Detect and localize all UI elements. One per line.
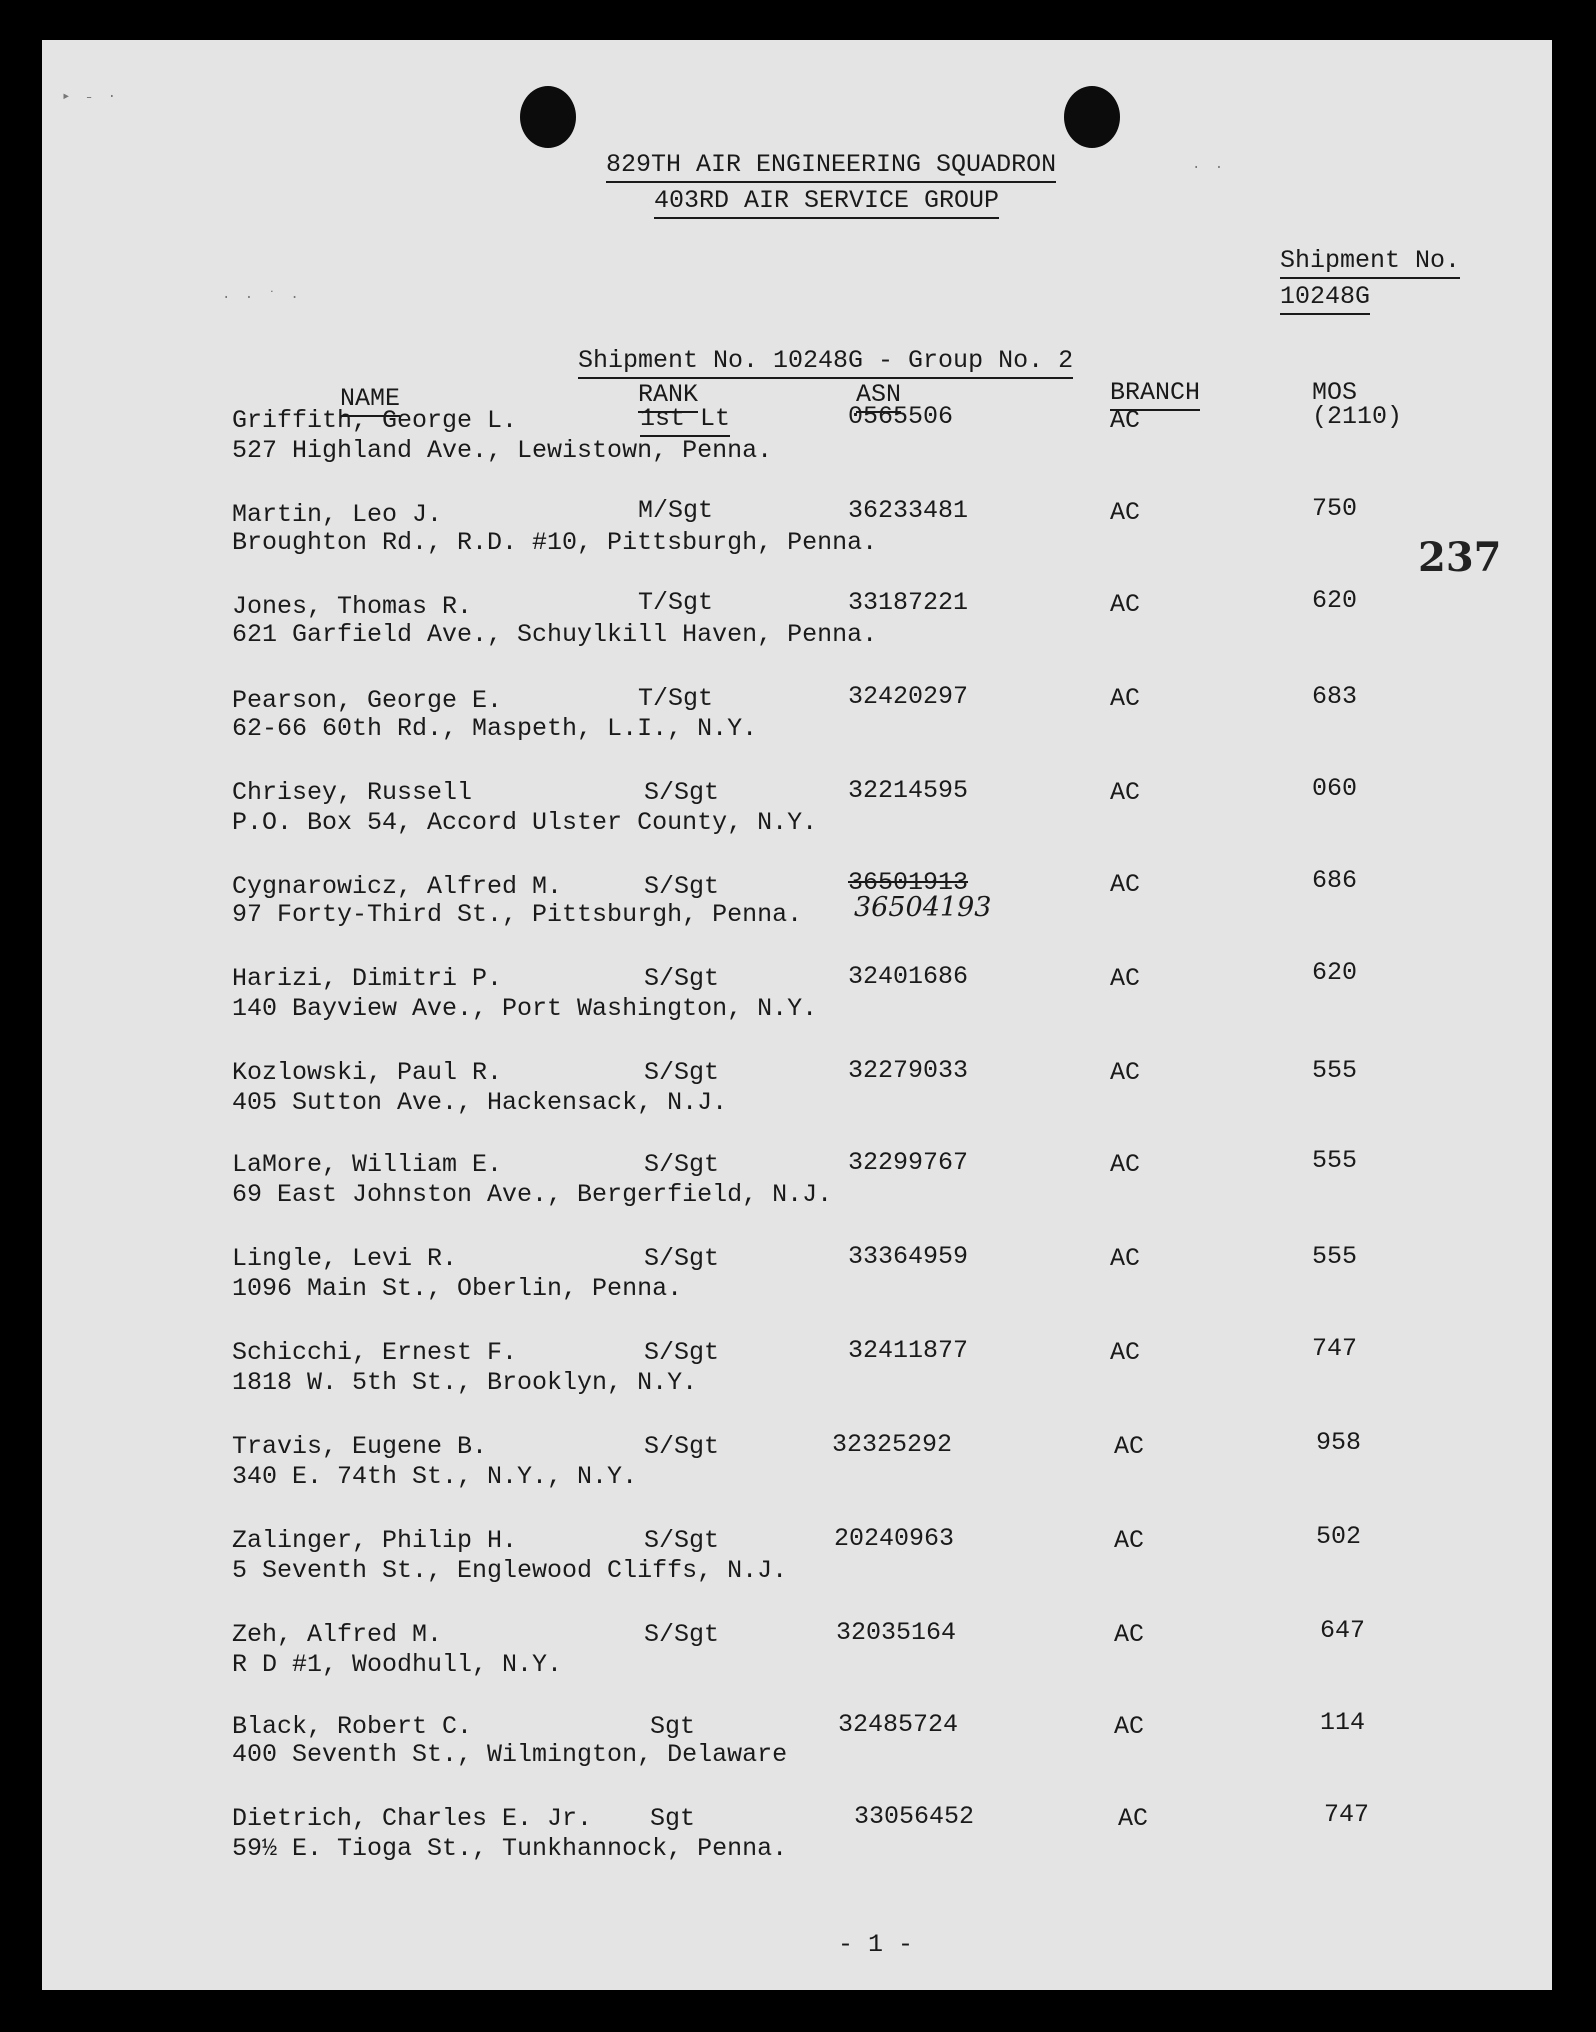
page-footer: - 1 - <box>838 1930 914 1959</box>
entry-branch: AC <box>1110 870 1141 899</box>
roster-entry <box>42 1146 1552 1210</box>
entry-address: 527 Highland Ave., Lewistown, Penna. <box>232 436 773 465</box>
punch-hole-right <box>1064 86 1120 148</box>
column-header-name: NAME <box>340 384 400 417</box>
entry-mos: (2110) <box>1312 402 1403 431</box>
entry-rank: S/Sgt <box>644 778 720 807</box>
entry-rank: 1st Lt <box>640 404 730 437</box>
entry-name: Martin, Leo J. <box>232 500 443 529</box>
roster-entry <box>42 1244 1552 1304</box>
entry-name: Zeh, Alfred M. <box>232 1620 443 1649</box>
entry-rank: M/Sgt <box>638 496 714 525</box>
entry-address: 1818 W. 5th St., Brooklyn, N.Y. <box>232 1368 698 1397</box>
handwritten-page-number: 237 <box>1418 534 1502 581</box>
entry-mos: 555 <box>1312 1056 1358 1085</box>
entry-asn: 36233481 <box>848 496 969 525</box>
entry-address: 69 East Johnston Ave., Bergerfield, N.J. <box>232 1180 833 1209</box>
entry-address: 340 E. 74th St., N.Y., N.Y. <box>232 1462 638 1491</box>
shipment-corner-label: Shipment No. <box>1280 246 1460 279</box>
entry-mos: 747 <box>1324 1800 1370 1829</box>
entry-asn-handwritten-correction: 36504193 <box>854 892 992 923</box>
entry-mos: 555 <box>1312 1146 1358 1175</box>
entry-branch: AC <box>1110 684 1141 713</box>
entry-rank: T/Sgt <box>638 588 714 617</box>
entry-address: Broughton Rd., R.D. #10, Pittsburgh, Penna. <box>232 528 878 557</box>
shipment-corner-number: 10248G <box>1280 282 1370 315</box>
entry-asn: 33364959 <box>848 1242 969 1271</box>
entry-branch: AC <box>1114 1432 1145 1461</box>
entry-branch: AC <box>1110 406 1141 435</box>
entry-name: Chrisey, Russell <box>232 778 473 807</box>
entry-name: Cygnarowicz, Alfred M. <box>232 872 563 901</box>
entry-asn: 32214595 <box>848 776 969 805</box>
entry-asn: 20240963 <box>834 1524 955 1553</box>
entry-name: Kozlowski, Paul R. <box>232 1058 503 1087</box>
entry-name: Pearson, George E. <box>232 686 503 715</box>
entry-mos: 114 <box>1320 1708 1366 1737</box>
roster-entry <box>42 682 1552 746</box>
entry-address: 400 Seventh St., Wilmington, Delaware <box>232 1740 788 1769</box>
entry-name: Zalinger, Philip H. <box>232 1526 518 1555</box>
entry-mos: 747 <box>1312 1334 1358 1363</box>
unit-heading: 829TH AIR ENGINEERING SQUADRON <box>606 150 1056 183</box>
roster-entry <box>42 866 1552 942</box>
roster-entry <box>42 958 1552 1024</box>
entry-mos: 060 <box>1312 774 1358 803</box>
roster-entry <box>42 1428 1552 1492</box>
entry-asn: 33187221 <box>848 588 969 617</box>
entry-name: Jones, Thomas R. <box>232 592 473 621</box>
roster-entry <box>42 586 1552 652</box>
entry-branch: AC <box>1110 1244 1141 1273</box>
entry-rank: S/Sgt <box>644 872 720 901</box>
column-header-asn: ASN <box>856 380 901 413</box>
roster-entry <box>42 1058 1552 1118</box>
entry-asn: 32279033 <box>848 1056 969 1085</box>
entry-branch: AC <box>1110 590 1141 619</box>
roster-entry <box>42 1708 1552 1772</box>
entry-branch: AC <box>1114 1620 1145 1649</box>
entry-name: LaMore, William E. <box>232 1150 503 1179</box>
entry-address: 140 Bayview Ave., Port Washington, N.Y. <box>232 994 818 1023</box>
roster-entry <box>42 1800 1552 1864</box>
entry-rank: S/Sgt <box>644 964 720 993</box>
column-header-rank: RANK <box>638 380 698 413</box>
entry-rank: S/Sgt <box>644 1338 720 1367</box>
entry-name: Harizi, Dimitri P. <box>232 964 503 993</box>
entry-name: Travis, Eugene B. <box>232 1432 488 1461</box>
entry-address: 5 Seventh St., Englewood Cliffs, N.J. <box>232 1556 788 1585</box>
entry-name: Schicchi, Ernest F. <box>232 1338 518 1367</box>
roster-entry <box>42 402 1552 466</box>
entry-mos: 555 <box>1312 1242 1358 1271</box>
roster-entry <box>42 1334 1552 1398</box>
roster-entry <box>42 1616 1552 1680</box>
entry-asn: 32485724 <box>838 1710 959 1739</box>
roster-entry <box>42 774 1552 838</box>
entry-mos: 620 <box>1312 958 1358 987</box>
entry-branch: AC <box>1114 1712 1145 1741</box>
entry-branch: AC <box>1110 498 1141 527</box>
entry-branch: AC <box>1114 1526 1145 1555</box>
entry-rank: T/Sgt <box>638 684 714 713</box>
entry-address: R D #1, Woodhull, N.Y. <box>232 1650 563 1679</box>
entry-name: Black, Robert C. <box>232 1712 473 1741</box>
entry-asn-struck: 36501913 <box>848 868 969 897</box>
entry-mos: 958 <box>1316 1428 1362 1457</box>
scan-speckle: · · <box>1192 160 1227 176</box>
entry-rank: S/Sgt <box>644 1620 720 1649</box>
roster-entry <box>42 494 1552 560</box>
entry-address: 97 Forty-Third St., Pittsburgh, Penna. <box>232 900 803 929</box>
entry-rank: Sgt <box>650 1804 696 1833</box>
entry-mos: 502 <box>1316 1522 1362 1551</box>
column-header-mos: MOS <box>1312 378 1358 407</box>
entry-branch: AC <box>1110 778 1141 807</box>
punch-hole-left <box>520 86 576 148</box>
entry-mos: 750 <box>1312 494 1358 523</box>
group-heading: 403RD AIR SERVICE GROUP <box>654 186 999 219</box>
entry-name: Dietrich, Charles E. Jr. <box>232 1804 593 1833</box>
list-heading: Shipment No. 10248G - Group No. 2 <box>578 346 1073 379</box>
roster-entry <box>42 1522 1552 1586</box>
entry-branch: AC <box>1110 1338 1141 1367</box>
entry-address: 62-66 60th Rd., Maspeth, L.I., N.Y. <box>232 714 758 743</box>
entry-mos: 620 <box>1312 586 1358 615</box>
entry-asn: 32325292 <box>832 1430 953 1459</box>
entry-address: 405 Sutton Ave., Hackensack, N.J. <box>232 1088 728 1117</box>
entry-rank: S/Sgt <box>644 1058 720 1087</box>
entry-address: P.O. Box 54, Accord Ulster County, N.Y. <box>232 808 818 837</box>
column-header-branch: BRANCH <box>1110 378 1200 411</box>
entry-asn: 32401686 <box>848 962 969 991</box>
entry-name: Griffith, George L. <box>232 406 518 435</box>
entry-mos: 683 <box>1312 682 1358 711</box>
entry-asn: 33056452 <box>854 1802 975 1831</box>
scan-speckle: ▸ ˗ · <box>62 89 120 105</box>
entry-branch: AC <box>1110 1058 1141 1087</box>
scan-speckle: · · ˙ · <box>222 290 302 306</box>
entry-address: 621 Garfield Ave., Schuylkill Haven, Penna. <box>232 620 878 649</box>
entry-rank: S/Sgt <box>644 1244 720 1273</box>
entry-rank: S/Sgt <box>644 1526 720 1555</box>
entry-address: 59½ E. Tioga St., Tunkhannock, Penna. <box>232 1834 788 1863</box>
entry-name: Lingle, Levi R. <box>232 1244 458 1273</box>
entry-asn: 0565506 <box>848 402 954 431</box>
entry-mos: 647 <box>1320 1616 1366 1645</box>
entry-asn: 32420297 <box>848 682 969 711</box>
entry-asn: 32411877 <box>848 1336 969 1365</box>
entry-rank: S/Sgt <box>644 1432 720 1461</box>
entry-branch: AC <box>1110 964 1141 993</box>
entry-asn: 32299767 <box>848 1148 969 1177</box>
entry-mos: 686 <box>1312 866 1358 895</box>
entry-branch: AC <box>1110 1150 1141 1179</box>
entry-rank: S/Sgt <box>644 1150 720 1179</box>
document-page <box>42 40 1552 1990</box>
entry-asn: 32035164 <box>836 1618 957 1647</box>
entry-branch: AC <box>1118 1804 1149 1833</box>
entry-rank: Sgt <box>650 1712 696 1741</box>
entry-address: 1096 Main St., Oberlin, Penna. <box>232 1274 683 1303</box>
